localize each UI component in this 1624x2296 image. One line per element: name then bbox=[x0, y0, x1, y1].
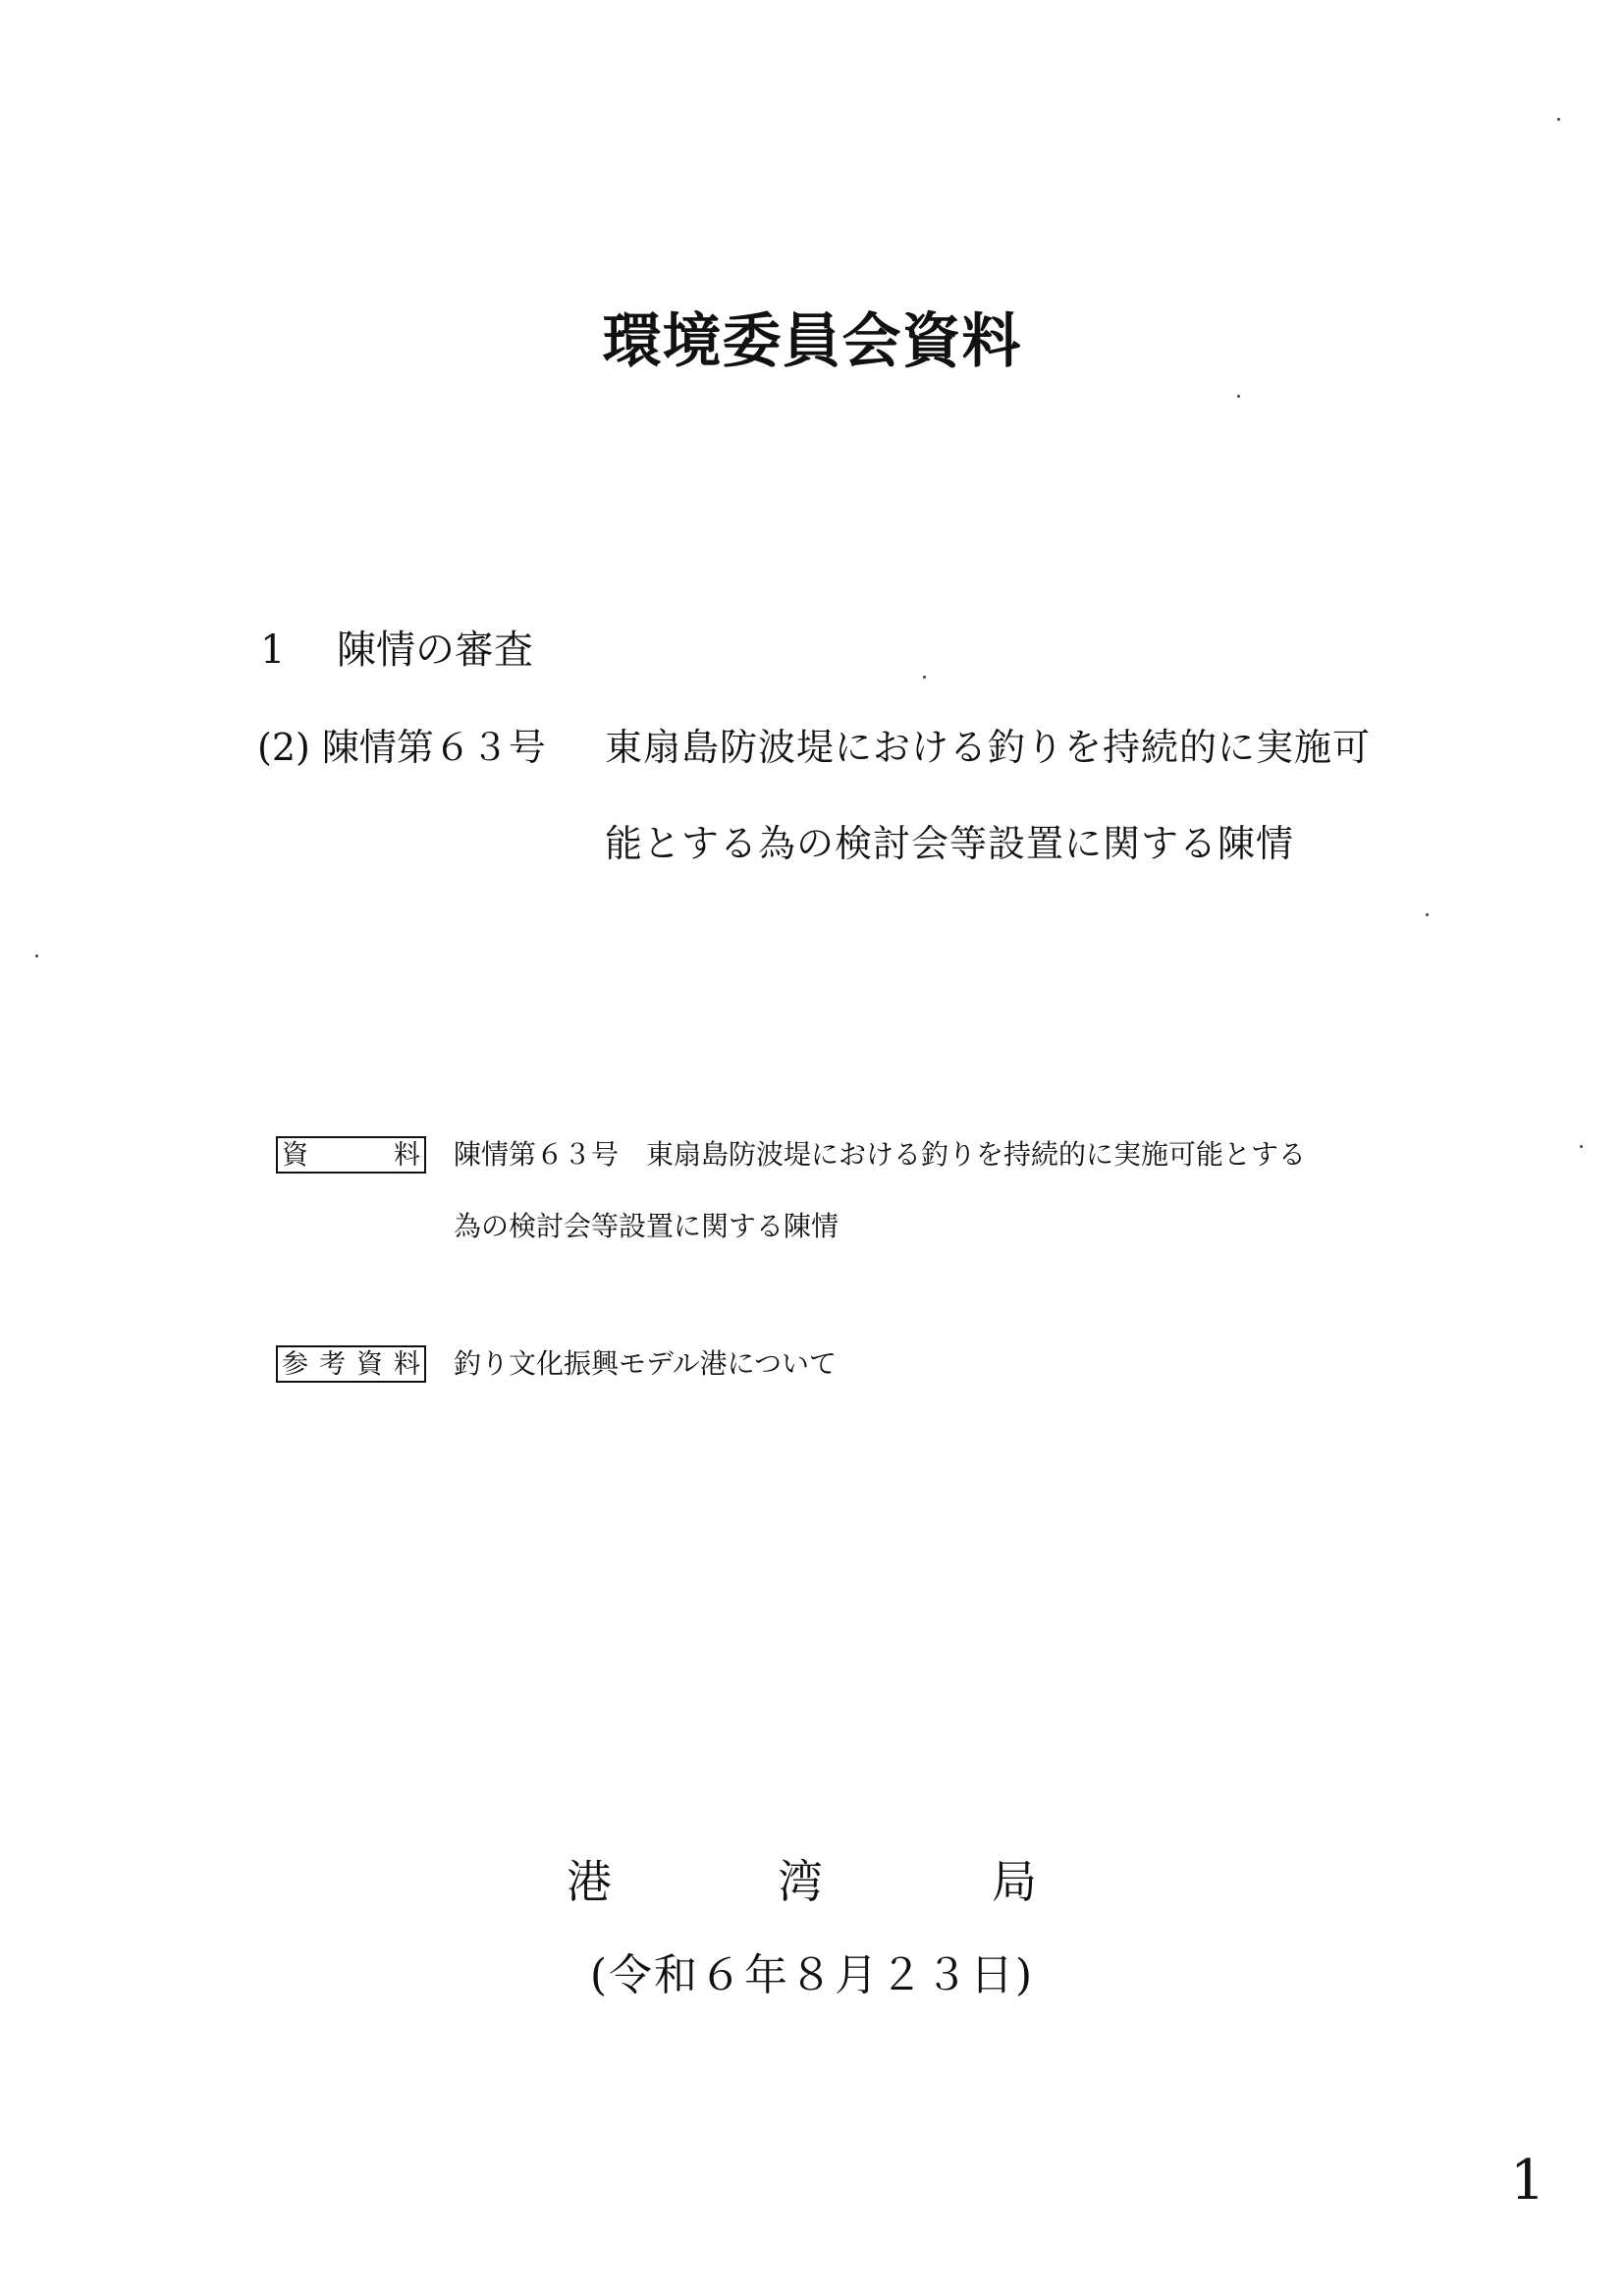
petition-title-line-1: 東扇島防波堤における釣りを持続的に実施可 bbox=[605, 726, 1372, 769]
section-heading-text: 陳情の審査 bbox=[337, 628, 533, 673]
reference-label-char: 資 bbox=[356, 1349, 383, 1380]
section-heading bbox=[260, 619, 533, 675]
scan-speck bbox=[1237, 395, 1240, 398]
materials-label-char: 資 bbox=[282, 1140, 308, 1171]
reference-text: 釣り文化振興モデル港について bbox=[454, 1347, 838, 1380]
petition-title-line-2: 能とする為の検討会等設置に関する陳情 bbox=[605, 822, 1295, 865]
bureau-char: 港 bbox=[567, 1855, 612, 1908]
bureau-char: 湾 bbox=[778, 1855, 823, 1908]
scan-speck bbox=[1580, 1145, 1583, 1148]
reference-label-char: 料 bbox=[394, 1349, 420, 1380]
reference-label-char: 参 bbox=[282, 1349, 308, 1380]
document-title: 環境委員会資料 bbox=[602, 307, 1022, 376]
scan-speck bbox=[1557, 118, 1560, 121]
scan-speck bbox=[1426, 913, 1429, 916]
scan-speck bbox=[35, 955, 38, 957]
materials-text-line-1: 陳情第６３号 東扇島防波堤における釣りを持続的に実施可能とする bbox=[454, 1138, 1307, 1171]
reference-label-char: 考 bbox=[319, 1349, 346, 1380]
scan-speck bbox=[923, 676, 926, 679]
petition-label: (2) 陳情第６３号 bbox=[257, 726, 546, 769]
section-number: 1 bbox=[260, 628, 286, 673]
materials-text-line-2: 為の検討会等設置に関する陳情 bbox=[454, 1210, 839, 1242]
materials-label-char: 料 bbox=[394, 1140, 420, 1171]
reference-label-box bbox=[276, 1345, 426, 1383]
document-date: (令和６年８月２３日) bbox=[589, 1950, 1035, 2000]
bureau-char: 局 bbox=[992, 1855, 1037, 1908]
page-number: 1 bbox=[1510, 2149, 1545, 2213]
materials-label-box bbox=[276, 1136, 426, 1174]
